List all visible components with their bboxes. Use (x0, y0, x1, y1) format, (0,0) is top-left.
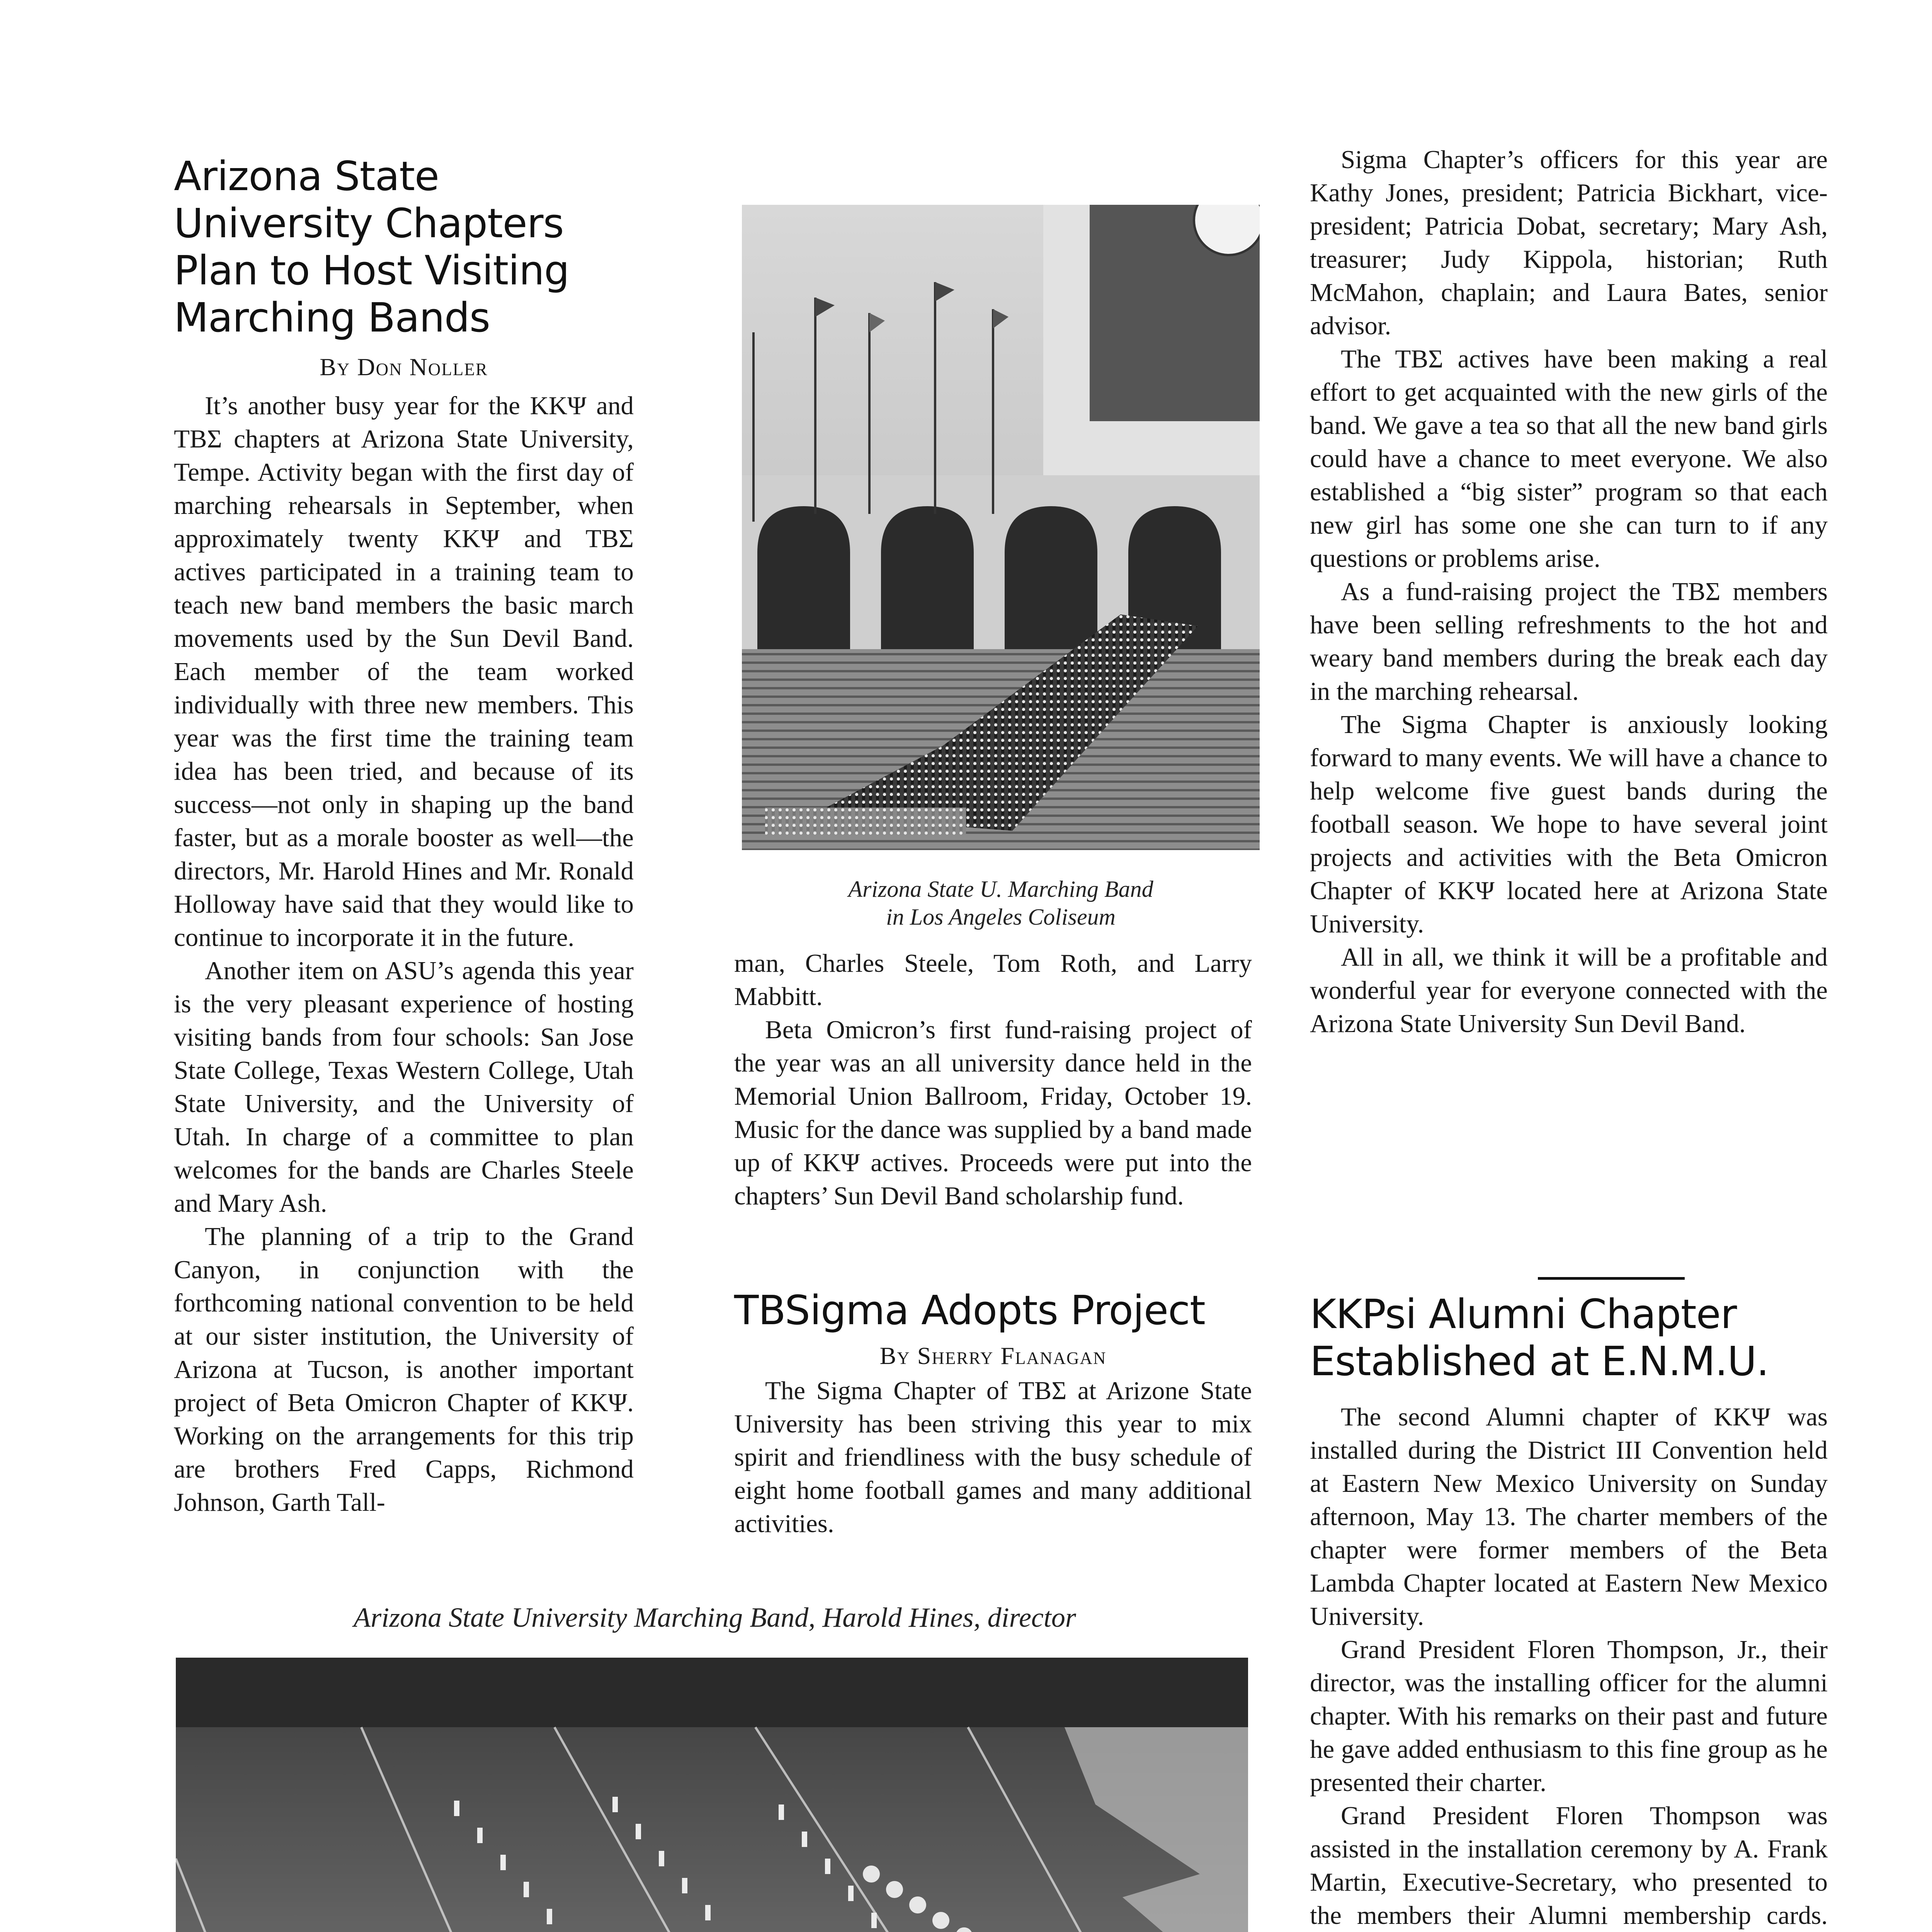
article-1-byline: By Don Noller (320, 353, 488, 381)
paragraph: The Sigma Chapter is anxiously looking forward to many events. We will have a chance to help welcome five guest bands during the football season. We hope to have several joint projects and activities with the Beta Omicron Chapter of KKΨ located here at Arizona State University. (1310, 710, 1828, 938)
paragraph: The planning of a trip to the Grand Canyon, in conjunction with the forthcoming national convention to be held at our sister institution, the University of Arizona at Tucson, is another important project of Beta Omicron Chapter of KKΨ. Working on the arrangements for this trip are brothers Fred Capps, Richmond Johnson, Garth Tall- (174, 1222, 634, 1517)
paragraph: Beta Omicron’s first fund-raising project of the year was an all university dance held in the Memorial Union Ballroom, Friday, October 19. Music for the dance was supplied by a band made up of KKΨ actives. Proceeds were put into the chapters’ Sun Devil Band scholarship fund. (734, 1015, 1252, 1210)
paragraph: The second Alumni chapter of KKΨ was installed during the District III Convention held at Eastern New Mexico University on Sunday afternoon, May 13. The charter members of the chapter were former members of the Beta Lambda Chapter located at Eastern New Mexico University. (1310, 1403, 1828, 1631)
article-1 (174, 153, 634, 1519)
article-2-byline: By Sherry Flanagan (879, 1342, 1107, 1369)
caption-line: in Los Angeles Coliseum (886, 904, 1116, 930)
paragraph: man, Charles Steele, Tom Roth, and Larry Mabbitt. (734, 949, 1252, 1011)
article-1-continued (734, 947, 1252, 1213)
article-3 (1310, 1291, 1828, 1932)
article-2-continued (1310, 143, 1828, 1040)
article-2-body (734, 1374, 1252, 1540)
article-2 (734, 1287, 1252, 1540)
coliseum-photo-caption (742, 875, 1260, 931)
article-3-body (1310, 1400, 1828, 1932)
field-photo (176, 1658, 1248, 1932)
section-divider (1538, 1277, 1685, 1280)
paragraph: Sigma Chapter’s officers for this year are Kathy Jones, president; Patricia Bickhart, vice-president; Patricia Dobat, secretary; Mary Ash, treasurer; Judy Kippola, historian; Ruth McMahon, chaplain; and Laura Bates, senior advisor. (1310, 145, 1828, 340)
field-photo-image (176, 1658, 1248, 1932)
paragraph: All in all, we think it will be a profitable and wonderful year for everyone connected with the Arizona State University Sun Devil Band. (1310, 943, 1828, 1038)
field-photo-caption: Arizona State University Marching Band, Harold Hines, director (354, 1602, 1076, 1633)
article-1-body (174, 389, 634, 1519)
paragraph: Another item on ASU’s agenda this year is the very pleasant experience of hosting visiting bands from four schools: San Jose State College, Texas Western College, Utah State University, and the University of Utah. In charge of a committee to plan welcomes for the bands are Charles Steele and Mary Ash. (174, 956, 634, 1218)
article-1-headline: Arizona State University Chapters Plan to Host Visiting Marching Bands (174, 153, 570, 341)
article-3-headline: KKPsi Alumni Chapter Established at E.N.M.U. (1310, 1291, 1769, 1385)
paragraph: As a fund-raising project the TBΣ members have been selling refreshments to the hot and weary band members during the break each day in the marching rehearsal. (1310, 577, 1828, 706)
caption-line: Arizona State U. Marching Band (848, 876, 1153, 902)
paragraph: The TBΣ actives have been making a real effort to get acquainted with the new girls of the band. We gave a tea so that all the new band girls could have a chance to meet everyone. We also established a “big sister” program so that each new girl has some one she can turn to if any questions or problems arise. (1310, 345, 1828, 573)
coliseum-photo-image (742, 205, 1260, 850)
paragraph: It’s another busy year for the KKΨ and TBΣ chapters at Arizona State University, Tempe. Activity began with the first day of marching rehearsals in September, when approximately twenty KKΨ and TBΣ actives participated in a training team to teach new band members the basic march movements used by the Sun Devil Band. Each member of the team worked individually with three new members. This year was the first time the training team idea has been tried, and because of its success—not only in shaping up the band faster, but as a morale booster as well—the directors, Mr. Harold Hines and Mr. Ronald Holloway have said that they would like to continue to incorporate it in the future. (174, 391, 634, 952)
coliseum-photo (742, 205, 1260, 850)
article-2-headline: TBSigma Adopts Project (734, 1287, 1205, 1334)
paragraph: The Sigma Chapter of TBΣ at Arizone State University has been striving this year to mix spirit and friendliness with the busy schedule of eight home football games and many additional activities. (734, 1376, 1252, 1538)
paragraph: Grand President Floren Thompson, Jr., their director, was the installing officer for the alumni chapter. With his remarks on their past and future he gave added enthusiasm to this fine group as he presented their charter. (1310, 1635, 1828, 1797)
paragraph: Grand President Floren Thompson was assisted in the installation ceremony by A. Frank Martin, Executive-Secretary, who presented to the members their Alumni membership cards. (1310, 1801, 1828, 1930)
